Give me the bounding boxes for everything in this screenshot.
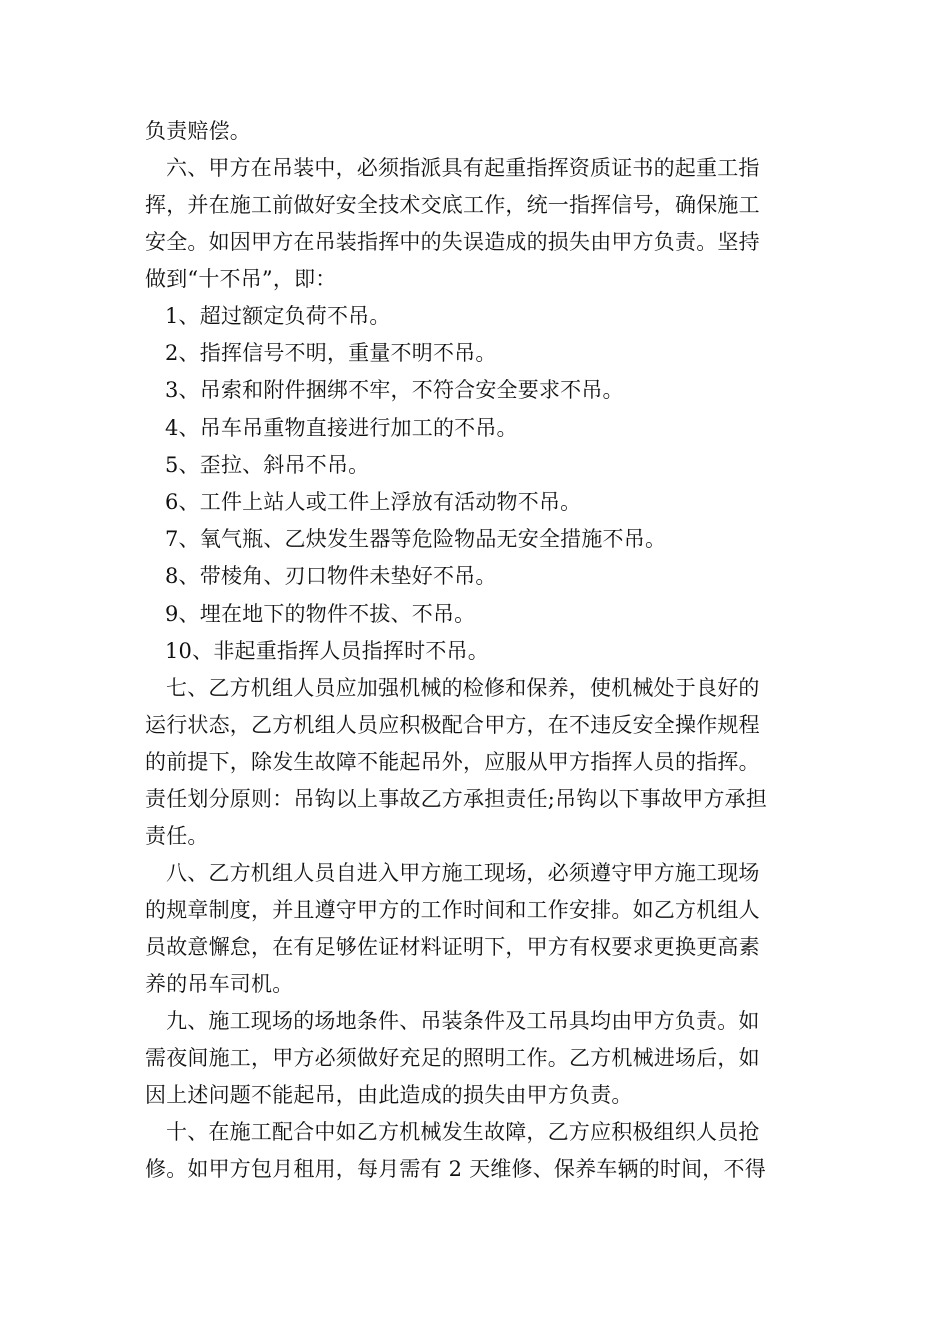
text-line: 七、乙方机组人员应加强机械的检修和保养，使机械处于良好的 (166, 676, 760, 701)
text-line: 挥，并在施工前做好安全技术交底工作，统一指挥信号，确保施工 (145, 193, 760, 217)
list-item: 2、指挥信号不明，重量不明不吊。 (165, 341, 497, 366)
list-item: 1、超过额定负荷不吊。 (165, 304, 391, 328)
text-line: 员故意懈怠，在有足够佐证材料证明下，甲方有权要求更换更高素 (145, 935, 760, 960)
text-line: 的前提下，除发生故障不能起吊外，应服从甲方指挥人员的指挥。 (145, 750, 760, 775)
list-item: 6、工件上站人或工件上浮放有活动物不吊。 (165, 490, 582, 515)
text-line: 负责赔偿。 (145, 119, 251, 143)
paragraph-section-7 (145, 670, 810, 855)
paragraph-section-10 (145, 1114, 810, 1188)
list-item: 4、吊车吊重物直接进行加工的不吊。 (165, 415, 518, 440)
text-line: 六、甲方在吊装中，必须指派具有起重指挥资质证书的起重工指 (166, 156, 760, 180)
paragraph-section-6 (145, 150, 810, 298)
text-line: 运行状态，乙方机组人员应积极配合甲方，在不违反安全操作规程 (145, 713, 760, 738)
list-item: 8、带棱角、刃口物件未垫好不吊。 (165, 564, 497, 589)
text-line: 做到“十不吊”，即： (145, 267, 337, 291)
list-item: 7、氧气瓶、乙炔发生器等危险物品无安全措施不吊。 (165, 527, 667, 552)
text-line: 八、乙方机组人员自进入甲方施工现场，必须遵守甲方施工现场 (166, 861, 760, 886)
list-item: 10、非起重指挥人员指挥时不吊。 (165, 638, 489, 663)
list-item: 3、吊索和附件捆绑不牢，不符合安全要求不吊。 (165, 378, 624, 403)
list-item: 5、歪拉、斜吊不吊。 (165, 452, 370, 477)
text-line: 因上述问题不能起吊，由此造成的损失由甲方负责。 (145, 1083, 633, 1108)
text-line: 九、施工现场的场地条件、吊装条件及工吊具均由甲方负责。如 (166, 1009, 760, 1034)
text-line: 十、在施工配合中如乙方机械发生故障，乙方应积极组织人员抢 (166, 1120, 760, 1145)
paragraph-section-8 (145, 855, 810, 1003)
text-line: 责任。 (145, 824, 209, 849)
paragraph-intro (145, 113, 810, 150)
paragraph-section-9 (145, 1003, 810, 1114)
text-line: 安全。如因甲方在吊装指挥中的失误造成的损失由甲方负责。坚持 (145, 230, 760, 254)
text-line: 修。如甲方包月租用，每月需有 2 天维修、保养车辆的时间，不得 (145, 1157, 766, 1182)
list-item: 9、埋在地下的物件不拔、不吊。 (165, 601, 476, 626)
text-line: 养的吊车司机。 (145, 972, 294, 997)
text-line: 的规章制度，并且遵守甲方的工作时间和工作安排。如乙方机组人 (145, 898, 760, 923)
document-body (145, 113, 810, 1188)
text-line: 需夜间施工，甲方必须做好充足的照明工作。乙方机械进场后，如 (145, 1046, 760, 1071)
ten-no-lift-list (145, 298, 810, 670)
text-line: 责任划分原则：吊钩以上事故乙方承担责任;吊钩以下事故甲方承担 (145, 787, 768, 812)
